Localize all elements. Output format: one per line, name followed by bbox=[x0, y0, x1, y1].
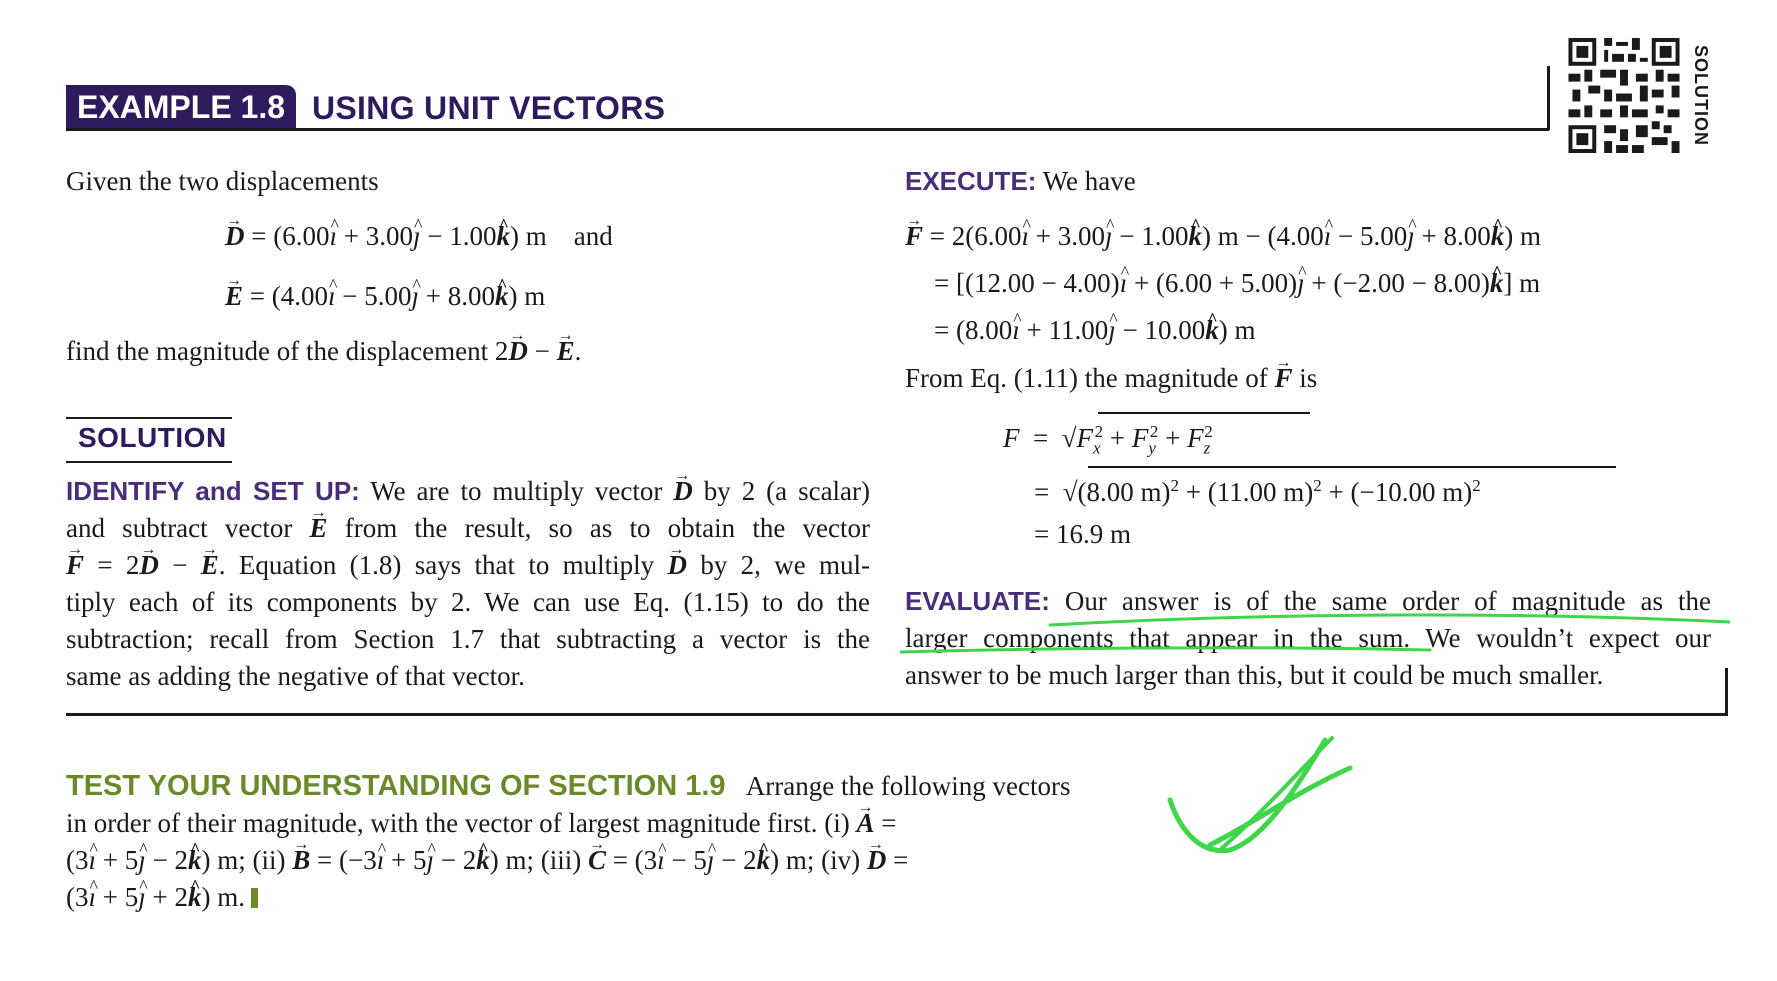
example-label: EXAMPLE 1.8 bbox=[66, 85, 296, 129]
execute-intro: EXECUTE: We have bbox=[905, 166, 1136, 196]
example-title: USING UNIT VECTORS bbox=[312, 90, 666, 126]
problem-question: find the magnitude of the displacement 2→ D − → E. bbox=[66, 333, 581, 370]
execute-equation-2: = [(12.00 − 4.00)^ ı + (6.00 + 5.00)^ ȷ + (−2.00 − 8.00)^ k] m bbox=[934, 265, 1540, 302]
solution-vertical-label: SOLUTION bbox=[1690, 44, 1711, 146]
equation-D: → D = (6.00^ ı + 3.00^ ȷ − 1.00^ k) m and bbox=[225, 218, 613, 255]
identify-paragraph: IDENTIFY and SET UP: We are to multiply vector → D by 2 (a scalar) and subtract vector → E from the result, so as to obtain the vector → F = 2→ D − → E. Equation (1.8) says that to multiply → D by 2, we mul- tiply each of its components by 2. We can use Eq. (1.15) to do the subtraction; recall from Section 1.7 that subtracting a vector is the same as adding the negative of that vector. bbox=[66, 473, 870, 695]
evaluate-paragraph: EVALUATE: Our answer is of the same order of magnitude as the larger components that appear in the sum. We wouldn’t expect our answer to be much larger than this, but it could be much smaller. bbox=[905, 586, 1712, 690]
qr-code-icon[interactable] bbox=[1568, 38, 1680, 153]
end-mark-icon bbox=[251, 888, 258, 908]
magnitude-equation-2: = √(8.00 m)$^2$ + (11.00 m)$^2$ + (−10.00 m)$^2$ bbox=[1034, 476, 1481, 507]
test-understanding-paragraph: TEST YOUR UNDERSTANDING OF SECTION 1.9 Arrange the following vectors in order of their magnitude, with the vector of largest magnitude first. (i) → A = (3^ ı + 5^ ȷ − 2^ k) m; (ii) → B = (−3^ ı + 5^ ȷ − 2^ k) m; (iii) → C = (3^ ı − 5^ ȷ − 2^ k) m; (iv) → D = (3^ ı + 5^ ȷ + 2^ k) m. bbox=[66, 768, 1146, 916]
example-bottom-vertical-rule bbox=[1725, 668, 1728, 715]
magnitude-equation-1: $F = √F_x^2 + F_y^2 + F_z^2$ bbox=[1003, 422, 1213, 458]
problem-intro: Given the two displacements bbox=[66, 166, 379, 196]
equation-E: → E = (4.00^ ı − 5.00^ ȷ + 8.00^ k) m bbox=[225, 278, 545, 315]
highlight-underline-annotation-2 bbox=[900, 640, 1440, 665]
magnitude-result: = 16.9 m bbox=[1034, 519, 1131, 549]
solution-header: SOLUTION bbox=[66, 417, 232, 463]
from-eq-line: From Eq. (1.11) the magnitude of → F is bbox=[905, 360, 1317, 397]
execute-equation-1: → F = 2(6.00^ ı + 3.00^ ȷ − 1.00^ k) m − (4.00^ ı − 5.00^ ȷ + 8.00^ k) m bbox=[905, 218, 1541, 255]
sqrt-bar-1 bbox=[1098, 412, 1310, 414]
header-vertical-rule bbox=[1547, 66, 1550, 130]
checkmark-annotation-icon bbox=[1160, 730, 1360, 870]
header-rule bbox=[66, 128, 1549, 131]
sqrt-bar-2 bbox=[1088, 466, 1616, 468]
execute-equation-3: = (8.00^ ı + 11.00^ ȷ − 10.00^ k) m bbox=[934, 312, 1255, 349]
example-bottom-rule bbox=[66, 713, 1728, 716]
